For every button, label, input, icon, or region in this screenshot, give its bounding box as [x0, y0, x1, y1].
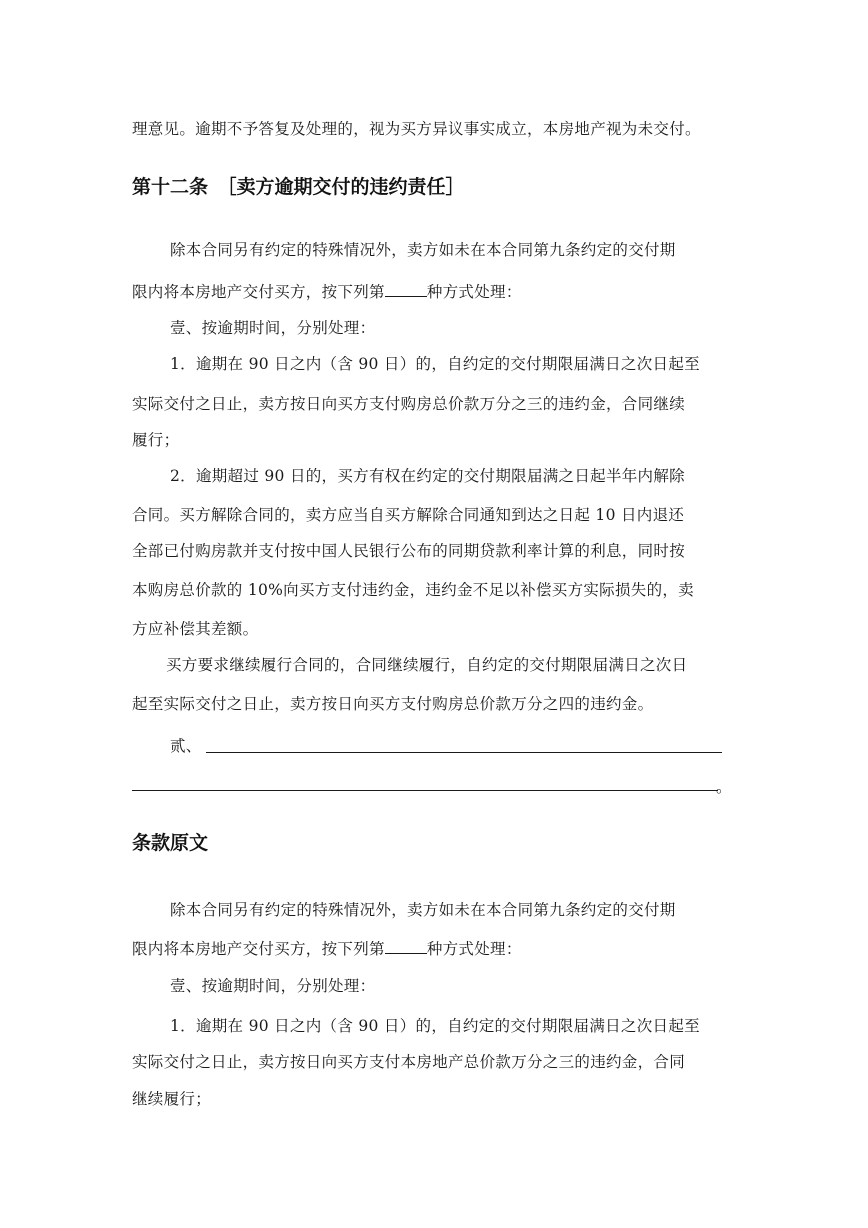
- fill-in-rule: [206, 752, 722, 753]
- text-line: 履行；: [132, 431, 180, 449]
- text-span: 限内将本房地产交付买方，按下列第: [132, 283, 385, 301]
- text-line: 本购房总价款的 10%向买方支付违约金，违约金不足以补偿买方实际损失的，卖: [132, 581, 694, 599]
- text-line: 实际交付之日止，卖方按日向买方支付购房总价款万分之三的违约金，合同继续: [132, 395, 686, 413]
- text-line: 实际交付之日止，卖方按日向买方支付本房地产总价款万分之三的违约金，合同: [132, 1053, 686, 1071]
- text-line: 壹、按逾期时间，分别处理：: [170, 319, 376, 337]
- text-line: 理意见。逾期不予答复及处理的，视为买方异议事实成立，本房地产视为未交付。: [132, 120, 701, 138]
- blank-underline: [385, 282, 427, 297]
- text-span: 种方式处理：: [426, 940, 522, 958]
- text-span: 限内将本房地产交付买方，按下列第: [132, 940, 385, 958]
- text-line: 除本合同另有约定的特殊情况外，卖方如未在本合同第九条约定的交付期: [170, 241, 676, 259]
- text-line: 壹、按逾期时间，分别处理：: [170, 977, 376, 995]
- text-line: 起至实际交付之日止，卖方按日向买方支付购房总价款万分之四的违约金。: [132, 695, 654, 713]
- text-line: [132, 282, 522, 302]
- text-line: 方应补偿其差额。: [132, 620, 259, 638]
- text-span: 种方式处理：: [426, 283, 522, 301]
- article-12-heading: 第十二条 ［卖方逾期交付的违约责任］: [132, 176, 465, 198]
- text-line: 合同。买方解除合同的，卖方应当自买方解除合同通知到达之日起 10 日内退还: [132, 506, 685, 524]
- period-mark: 。: [716, 778, 732, 796]
- text-line: 继续履行；: [132, 1090, 212, 1108]
- text-line: 1．逾期在 90 日之内（含 90 日）的，自约定的交付期限届满日之次日起至: [170, 355, 700, 373]
- original-clause-heading: 条款原文: [132, 832, 209, 854]
- text-line: 除本合同另有约定的特殊情况外，卖方如未在本合同第九条约定的交付期: [170, 901, 676, 919]
- text-line: 全部已付购房款并支付按中国人民银行公布的同期贷款利率计算的利息，同时按: [132, 542, 686, 560]
- text-line: 买方要求继续履行合同的，合同继续履行，自约定的交付期限届满日之次日: [166, 656, 688, 674]
- text-line: [132, 939, 522, 959]
- text-line: 1．逾期在 90 日之内（含 90 日）的，自约定的交付期限届满日之次日起至: [170, 1017, 700, 1035]
- text-line: 2．逾期超过 90 日的，买方有权在约定的交付期限届满之日起半年内解除: [170, 467, 685, 485]
- fill-in-rule: [132, 790, 718, 791]
- item-2-label: 贰、: [170, 737, 202, 755]
- blank-underline: [385, 939, 427, 954]
